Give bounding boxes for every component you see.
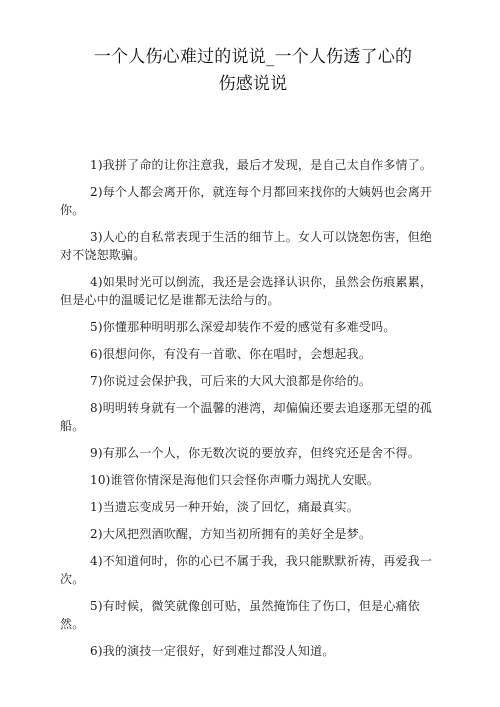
paragraph: 2)大风把烈酒吹醒，方知当初所拥有的美好全是梦。 xyxy=(90,527,372,541)
paragraph: 4)不知道何时，你的心已不属于我，我只能默默祈祷，再爱我一次。 xyxy=(60,554,433,586)
paragraph: 6)很想问你，有没有一首歌、你在唱时，会想起我。 xyxy=(90,347,372,361)
paragraph: 6)我的演技一定很好，好到难过都没人知道。 xyxy=(90,644,335,658)
paragraph: 3)人心的自私常表现于生活的细节上。女人可以饶恕伤害，但绝对不饶恕欺骗。 xyxy=(60,230,433,262)
paragraph: 9)有那么一个人，你无数次说的要放弃，但终究还是舍不得。 xyxy=(90,446,420,460)
paragraph: 10)谁管你情深是海他们只会怪你声嘶力竭扰人安眠。 xyxy=(90,473,379,487)
paragraph: 7)你说过会保护我，可后来的大风大浪都是你给的。 xyxy=(90,374,372,388)
paragraph: 2)每个人都会离开你，就连每个月都回来找你的大姨妈也会离开你。 xyxy=(60,185,433,217)
document-title: 一个人伤心难过的说说_一个人伤透了心的伤感说说 xyxy=(93,47,413,94)
paragraph: 1)我拼了命的让你注意我，最后才发现，是自己太自作多情了。 xyxy=(90,158,433,172)
paragraph: 5)你懂那种明明那么深爱却装作不爱的感觉有多难受吗。 xyxy=(90,320,396,334)
paragraph: 4)如果时光可以倒流，我还是会选择认识你，虽然会伤痕累累，但是心中的温暖记忆是谁都无法给与的。 xyxy=(60,275,433,307)
paragraph: 8)明明转身就有一个温馨的港湾，却偏偏还要去追逐那无望的孤船。 xyxy=(60,401,433,433)
document-body xyxy=(60,156,438,669)
paragraph: 1)当遗忘变成另一种开始，淡了回忆，痛最真实。 xyxy=(90,500,359,514)
paragraph: 5)有时候，微笑就像创可贴，虽然掩饰住了伤口，但是心痛依然。 xyxy=(60,599,420,631)
